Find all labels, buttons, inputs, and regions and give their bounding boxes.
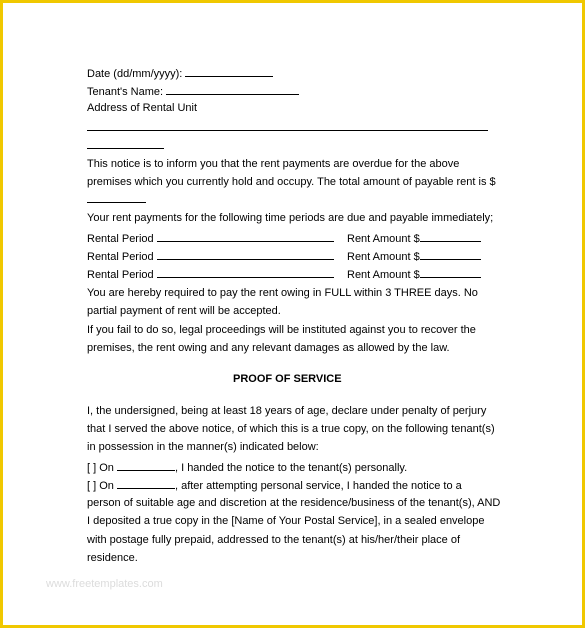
rent-amount-row-2 bbox=[347, 249, 481, 263]
proof-line-7: residence. bbox=[87, 552, 138, 564]
required-line-2: partial payment of rent will be accepted. bbox=[87, 305, 281, 317]
service-option-2 bbox=[87, 478, 462, 492]
rent-amount-row-1 bbox=[347, 231, 481, 245]
address-label: Address of Rental Unit bbox=[87, 102, 198, 114]
proof-line-4: person of suitable age and discretion at the residence/business of the tenant(s), AND bbox=[87, 497, 501, 509]
rental-period-label: Rental Period bbox=[87, 233, 154, 245]
date-line bbox=[87, 66, 273, 80]
proof-line-1: I, the undersigned, being at least 18 years of age, declare under penalty of perjury bbox=[87, 405, 487, 417]
service-option-1-text: , I handed the notice to the tenant(s) personally. bbox=[174, 462, 408, 474]
service-option-2-text: , after attempting personal service, I handed the notice to a bbox=[174, 480, 462, 492]
address-rule-2 bbox=[87, 148, 164, 149]
date-label: Date (dd/mm/yyyy): bbox=[87, 68, 186, 80]
rent-amount-label: Rent Amount $ bbox=[347, 233, 420, 245]
required-line-1: You are hereby required to pay the rent owing in FULL within 3 THREE days. No bbox=[87, 287, 478, 299]
notice-line-2: premises which you currently hold and occupy. The total amount of payable rent is $ bbox=[87, 176, 496, 188]
tenant-name-label: Tenant's Name: bbox=[87, 86, 167, 98]
checkbox-2: [ ] On bbox=[87, 480, 117, 492]
rental-period-label: Rental Period bbox=[87, 269, 154, 281]
rental-period-blank bbox=[157, 249, 334, 260]
date-blank bbox=[185, 66, 273, 77]
address-line bbox=[87, 102, 197, 114]
rent-amount-row-3 bbox=[347, 267, 481, 281]
rent-amount-blank bbox=[420, 267, 481, 278]
rental-period-blank bbox=[157, 231, 334, 242]
checkbox-1: [ ] On bbox=[87, 462, 117, 474]
proof-of-service-heading: PROOF OF SERVICE bbox=[233, 373, 342, 385]
rent-amount-label: Rent Amount $ bbox=[347, 269, 420, 281]
proof-line-5: I deposited a true copy in the [Name of Your Postal Service], in a sealed envelope bbox=[87, 515, 485, 527]
total-amount-blank bbox=[87, 202, 146, 203]
address-rule-1 bbox=[87, 130, 488, 131]
proof-line-3: in possession in the manner(s) indicated below: bbox=[87, 441, 319, 453]
rental-period-row-3 bbox=[87, 267, 334, 281]
notice-line-1: This notice is to inform you that the rent payments are overdue for the above bbox=[87, 158, 460, 170]
rental-period-label: Rental Period bbox=[87, 251, 154, 263]
rental-period-row-2 bbox=[87, 249, 334, 263]
rental-period-row-1 bbox=[87, 231, 334, 245]
rent-amount-blank bbox=[420, 249, 481, 260]
service-date-blank-2 bbox=[117, 478, 175, 489]
rental-period-blank bbox=[157, 267, 334, 278]
proof-line-2: that I served the above notice, of which this is a true copy, on the following tenant(s) bbox=[87, 423, 495, 435]
fail-line-2: premises, the rent owing and any relevant damages as allowed by the law. bbox=[87, 342, 450, 354]
periods-intro: Your rent payments for the following time periods are due and payable immediately; bbox=[87, 212, 494, 224]
rent-amount-blank bbox=[420, 231, 481, 242]
tenant-name-line bbox=[87, 84, 299, 98]
watermark: www.freetemplates.com bbox=[46, 578, 163, 590]
service-option-1 bbox=[87, 460, 407, 474]
service-date-blank-1 bbox=[117, 460, 175, 471]
tenant-name-blank bbox=[166, 84, 299, 95]
fail-line-1: If you fail to do so, legal proceedings will be instituted against you to recover the bbox=[87, 324, 476, 336]
rent-amount-label: Rent Amount $ bbox=[347, 251, 420, 263]
proof-line-6: with postage fully prepaid, addressed to the tenant(s) at his/her/their place of bbox=[87, 534, 460, 546]
